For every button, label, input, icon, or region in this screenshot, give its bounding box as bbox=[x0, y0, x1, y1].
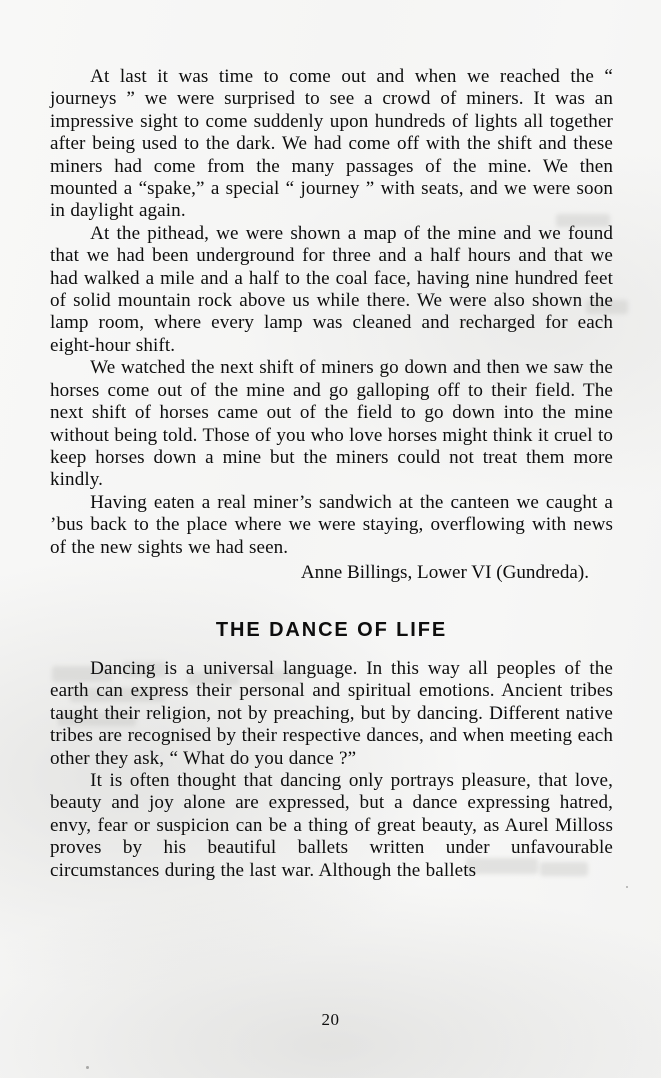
article-dance-of-life bbox=[50, 619, 613, 882]
paper-speck bbox=[626, 886, 628, 888]
paper-speck bbox=[86, 1066, 89, 1069]
page-text-block bbox=[50, 66, 613, 882]
paragraph: It is often thought that dancing only portrays pleasure, that love, beauty and joy alone are expressed, but a dance expressing hatred, envy, fear or suspicion can be a thing of great beauty, as Aurel Milloss proves by his beautiful ballets written under unfavourable circumstances during the last war. Although the ballets bbox=[50, 769, 613, 881]
paragraph: At the pithead, we were shown a map of the mine and we found that we had been underground for three and a half hours and that we had walked a mile and a half to the coal face, having nine hundred feet of solid mountain rock above us while there. We were also shown the lamp room, where every lamp was cleaned and recharged for each eight-hour shift. bbox=[50, 222, 613, 356]
paragraph: Having eaten a real miner’s sandwich at the canteen we caught a ’bus back to the place where we were staying, overflowing with news of the new sights we had seen. bbox=[50, 491, 613, 558]
paragraph: At last it was time to come out and when we reached the “ journeys ” we were surprised to see a crowd of miners. It was an impressive sight to come suddenly upon hundreds of lights all together after being used to the dark. We had come off with the shift and these miners had come from the many passages of the mine. We then mounted a “spake,” a special “ journey ” with seats, and we were soon in daylight again. bbox=[50, 66, 613, 222]
paragraph: Dancing is a universal language. In this way all peoples of the earth can express their personal and spiritual emotions. Ancient tribes taught their religion, not by preaching, but by dancing. Different native tribes are recognised by their respective dances, and when meeting each other they ask, “ What do you dance ?” bbox=[50, 657, 613, 769]
page-number: 20 bbox=[321, 1010, 340, 1029]
paragraph: We watched the next shift of miners go down and then we saw the horses come out of the mine and go galloping off to their field. The next shift of horses came out of the field to go down into the mine without being told. Those of you who love horses might think it cruel to keep horses down a mine but the miners could not treat them more kindly. bbox=[50, 357, 613, 491]
article-mine-visit bbox=[50, 66, 613, 585]
article-byline: Anne Billings, Lower VI (Gundreda). bbox=[300, 561, 589, 583]
section-heading: THE DANCE OF LIFE bbox=[215, 618, 448, 641]
